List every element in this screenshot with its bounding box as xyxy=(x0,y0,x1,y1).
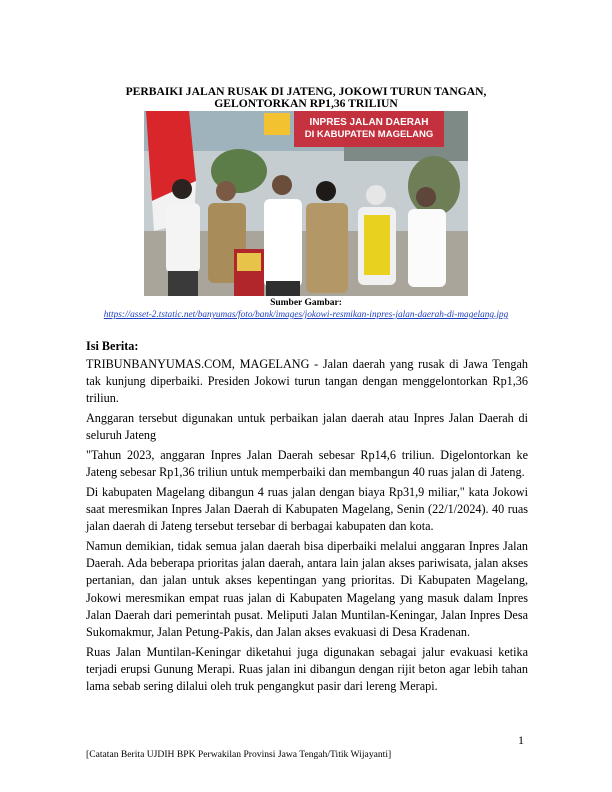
article-body xyxy=(86,356,528,698)
paragraph: Di kabupaten Magelang dibangun 4 ruas jalan dengan biaya Rp31,9 miliar," kata Jokowi saat meresmikan Inpres Jalan Daerah di Kabupaten Magelang, Senin (22/1/2024). 40 ruas jalan daerah di Jateng tersebut tersebar di berbagai kabupaten dan kota. xyxy=(86,484,528,534)
paragraph: Ruas Jalan Muntilan-Keningar diketahui juga digunakan sebagai jalur evakuasi ketika terjadi erupsi Gunung Merapi. Ruas jalan ini dibangun dengan rijit beton agar lebih tahan lama sebab sering dilalui oleh truk pengangkut pasir dari lereng Merapi. xyxy=(86,644,528,694)
paragraph: TRIBUNBANYUMAS.COM, MAGELANG - Jalan daerah yang rusak di Jawa Tengah tak kunjung diperbaiki. Presiden Jokowi turun tangan dengan menggelontorkan Rp1,36 triliun. xyxy=(86,357,528,406)
image-caption-label: Sumber Gambar: xyxy=(270,298,342,308)
section-heading: Isi Berita: xyxy=(86,339,139,353)
paragraph: Anggaran tersebut digunakan untuk perbaikan jalan daerah atau Inpres Jalan Daerah di seluruh Jateng xyxy=(86,411,528,443)
news-photo xyxy=(144,111,468,296)
page-number: 1 xyxy=(518,733,524,747)
banner-text-line2: DI KABUPATEN MAGELANG xyxy=(304,129,434,140)
article-title: PERBAIKI JALAN RUSAK DI JATENG, JOKOWI TURUN TANGAN, GELONTORKAN RP1,36 TRILIUN xyxy=(125,85,487,110)
banner-text-line1: INPRES JALAN DAERAH xyxy=(309,117,429,128)
paragraph: "Tahun 2023, anggaran Inpres Jalan Daerah sebesar Rp14,6 triliun. Digelontorkan ke Jateng sebesar Rp1,36 triliun untuk memperbaiki dan membangun 40 ruas jalan di Jateng. xyxy=(86,448,528,480)
image-source-link[interactable]: https://asset-2.tstatic.net/banyumas/foto/bank/images/jokowi-resmikan-inpres-jalan-daerah-di-magelang.jpg xyxy=(103,310,509,320)
paragraph: Namun demikian, tidak semua jalan daerah bisa diperbaiki melalui anggaran Inpres Jalan Daerah. Ada beberapa prioritas jalan daerah, antara lain jalan akses pariwisata, jalan akses pertanian, dan jalan untuk akses kepentingan yang prioritas. Di Kabupaten Magelang, Jokowi meresmikan empat ruas jalan di Kabupaten Magelang yang masuk dalam Inpres Jalan Daerah dari pemerintah pusat. Meliputi Jalan Muntilan-Keningar, Jalan Inpres Desa Sukomakmur, Jalan Petung-Pakis, dan Jalan akses evakuasi di Desa Kradenan. xyxy=(86,539,528,640)
footer-note: [Catatan Berita UJDIH BPK Perwakilan Provinsi Jawa Tengah/Titik Wijayanti] xyxy=(86,749,392,760)
